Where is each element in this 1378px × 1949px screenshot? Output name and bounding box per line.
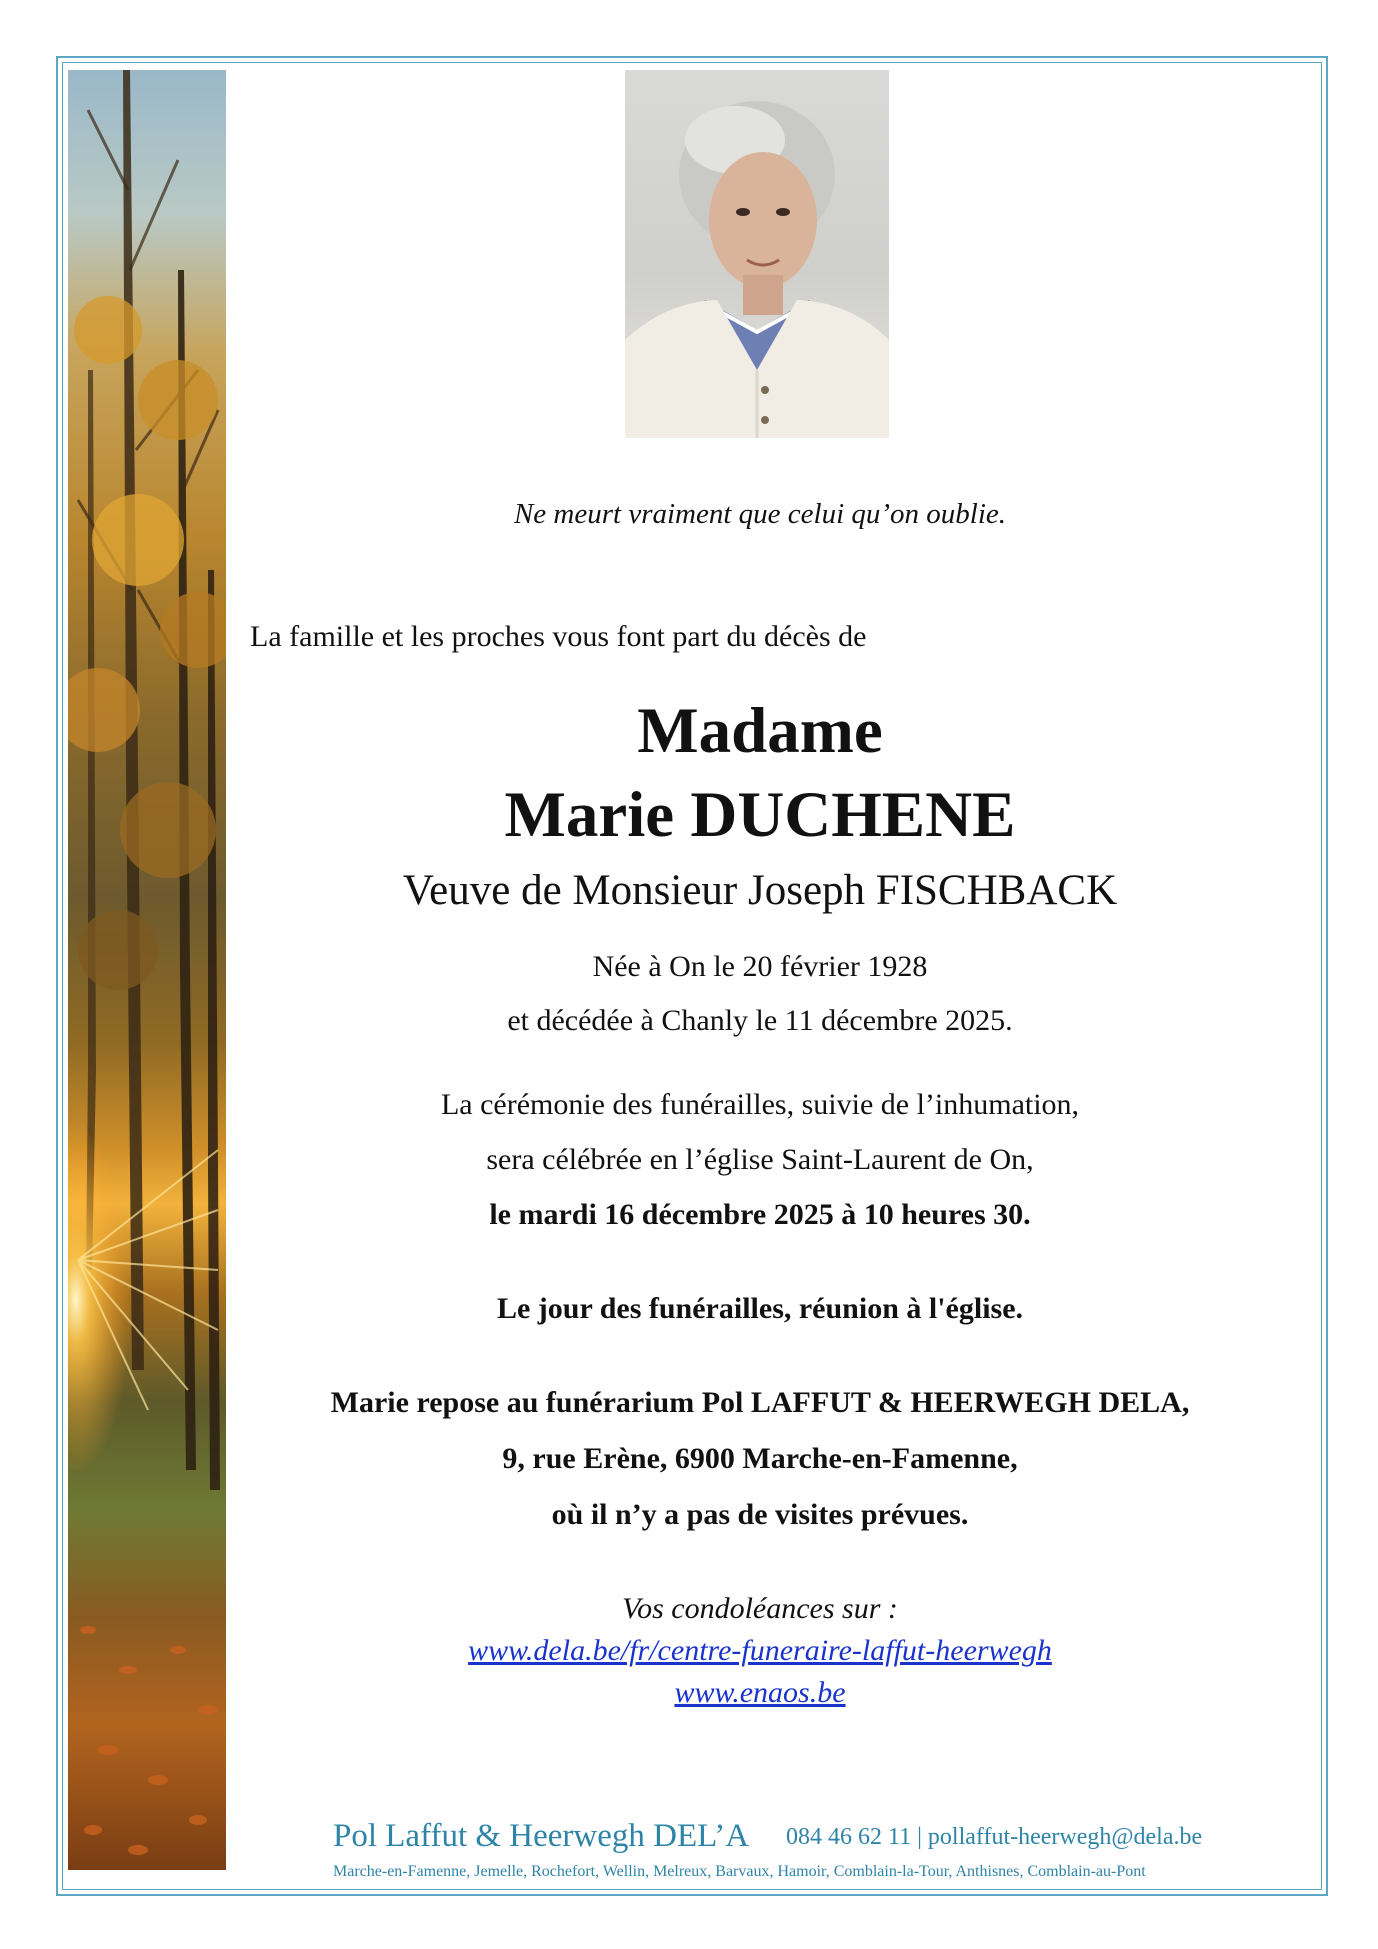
honorific-title: Madame bbox=[637, 695, 883, 767]
forest-illustration bbox=[68, 70, 226, 1870]
autumn-forest-image bbox=[68, 70, 226, 1870]
portrait-illustration bbox=[625, 70, 889, 438]
deceased-portrait-photo bbox=[625, 70, 889, 438]
funeral-home-locations: Marche-en-Famenne, Jemelle, Rochefort, Wellin, Melreux, Barvaux, Hamoir, Comblain-la-Tour, Anthisnes, Comblain-au-Pont bbox=[333, 1863, 1146, 1880]
resting-line-1: Marie repose au funérarium Pol LAFFUT & HEERWEGH DELA, bbox=[330, 1386, 1190, 1419]
resting-visits: où il n’y a pas de visites prévues. bbox=[551, 1498, 969, 1531]
funeral-home-contact: 084 46 62 11 | pollaffut-heerwegh@dela.be bbox=[786, 1824, 1203, 1850]
meeting-notice: Le jour des funérailles, réunion à l'église. bbox=[496, 1292, 1024, 1325]
ceremony-datetime: le mardi 16 décembre 2025 à 10 heures 30. bbox=[489, 1198, 1031, 1231]
birth-line: Née à On le 20 février 1928 bbox=[592, 950, 928, 983]
deceased-name: Marie DUCHENE bbox=[504, 779, 1016, 851]
death-line: et décédée à Chanly le 11 décembre 2025. bbox=[507, 1004, 1013, 1037]
announcement-intro: La famille et les proches vous font part du décès de bbox=[250, 620, 867, 653]
condolences-label: Vos condoléances sur : bbox=[622, 1592, 898, 1625]
resting-address: 9, rue Erène, 6900 Marche-en-Famenne, bbox=[502, 1442, 1018, 1475]
condolences-link-enaos[interactable]: www.enaos.be bbox=[674, 1676, 846, 1709]
memorial-quote: Ne meurt vraiment que celui qu’on oublie. bbox=[513, 498, 1007, 530]
ceremony-line-2: sera célébrée en l’église Saint-Laurent de On, bbox=[486, 1143, 1034, 1176]
funeral-home-logo: Pol Laffut & Heerwegh DEL’A bbox=[333, 1818, 750, 1854]
widow-line: Veuve de Monsieur Joseph FISCHBACK bbox=[402, 867, 1118, 914]
ceremony-line-1: La cérémonie des funérailles, suivie de l’inhumation, bbox=[440, 1088, 1080, 1121]
condolences-link-dela[interactable]: www.dela.be/fr/centre-funeraire-laffut-heerwegh bbox=[468, 1634, 1052, 1667]
